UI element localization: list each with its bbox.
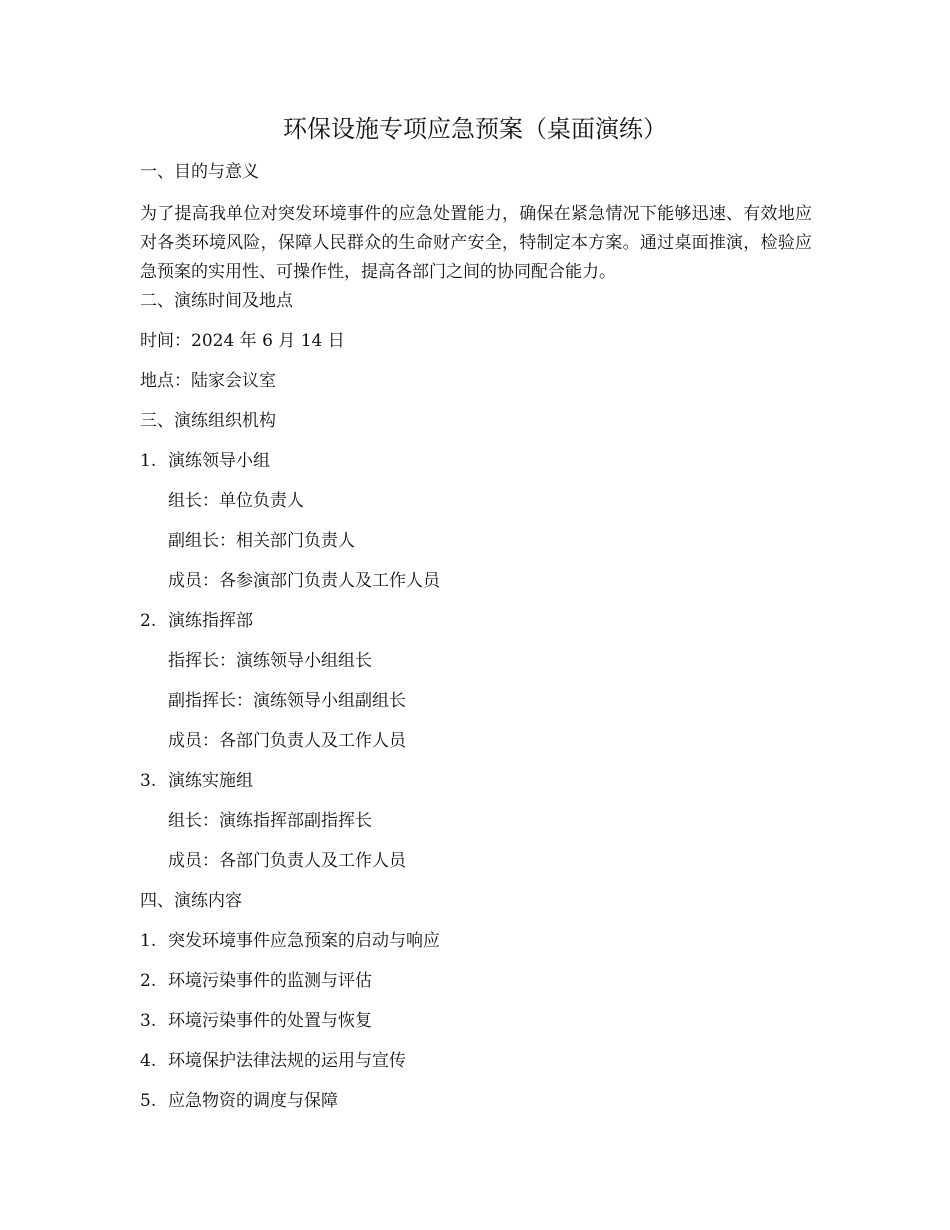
org-group-heading <box>140 769 253 793</box>
org-group-name: 演练领导小组 <box>168 451 270 471</box>
org-member-line: 组长：演练指挥部副指挥长 <box>168 811 372 831</box>
list-number: 5. <box>140 1091 157 1111</box>
content-item-text: 环境污染事件的处置与恢复 <box>168 1011 372 1031</box>
org-member-line: 组长：单位负责人 <box>168 491 304 511</box>
drill-time: 时间：2024 年 6 月 14 日 <box>140 331 345 351</box>
list-number: 2. <box>140 971 157 991</box>
section-heading-content: 四、演练内容 <box>140 891 242 911</box>
list-number: 3. <box>140 771 157 791</box>
org-member-line: 副组长：相关部门负责人 <box>168 531 355 551</box>
org-group-name: 演练实施组 <box>168 771 253 791</box>
content-list-item <box>140 1009 372 1033</box>
document-title: 环保设施专项应急预案（桌面演练） <box>283 115 667 143</box>
list-number: 2. <box>140 611 157 631</box>
content-item-text: 环境污染事件的监测与评估 <box>168 971 372 991</box>
org-member-line: 成员：各参演部门负责人及工作人员 <box>168 571 440 591</box>
content-list-item <box>140 929 440 953</box>
org-group-heading <box>140 609 253 633</box>
section-heading-organization: 三、演练组织机构 <box>140 411 276 431</box>
purpose-paragraph: 为了提高我单位对突发环境事件的应急处置能力，确保在紧急情况下能够迅速、有效地应对各类环境风险，保障人民群众的生命财产安全，特制定本方案。通过桌面推演，检验应急预案的实用性、可操作性，提高各部门之间的协同配合能力。 <box>140 204 812 282</box>
content-item-text: 环境保护法律法规的运用与宣传 <box>168 1051 406 1071</box>
org-member-line: 指挥长：演练领导小组组长 <box>168 651 372 671</box>
org-group-heading <box>140 449 270 473</box>
section-heading-purpose: 一、目的与意义 <box>140 162 259 182</box>
org-group-name: 演练指挥部 <box>168 611 253 631</box>
org-member-line: 成员：各部门负责人及工作人员 <box>168 851 406 871</box>
content-list-item <box>140 969 372 993</box>
list-number: 1. <box>140 451 157 471</box>
org-member-line: 成员：各部门负责人及工作人员 <box>168 731 406 751</box>
list-number: 1. <box>140 931 157 951</box>
content-list-item <box>140 1049 406 1073</box>
list-number: 4. <box>140 1051 157 1071</box>
section-heading-time-place: 二、演练时间及地点 <box>140 291 293 311</box>
org-member-line: 副指挥长：演练领导小组副组长 <box>168 691 406 711</box>
drill-place: 地点：陆家会议室 <box>140 371 276 391</box>
content-item-text: 突发环境事件应急预案的启动与响应 <box>168 931 440 951</box>
content-item-text: 应急物资的调度与保障 <box>168 1091 338 1111</box>
list-number: 3. <box>140 1011 157 1031</box>
content-list-item <box>140 1089 338 1113</box>
